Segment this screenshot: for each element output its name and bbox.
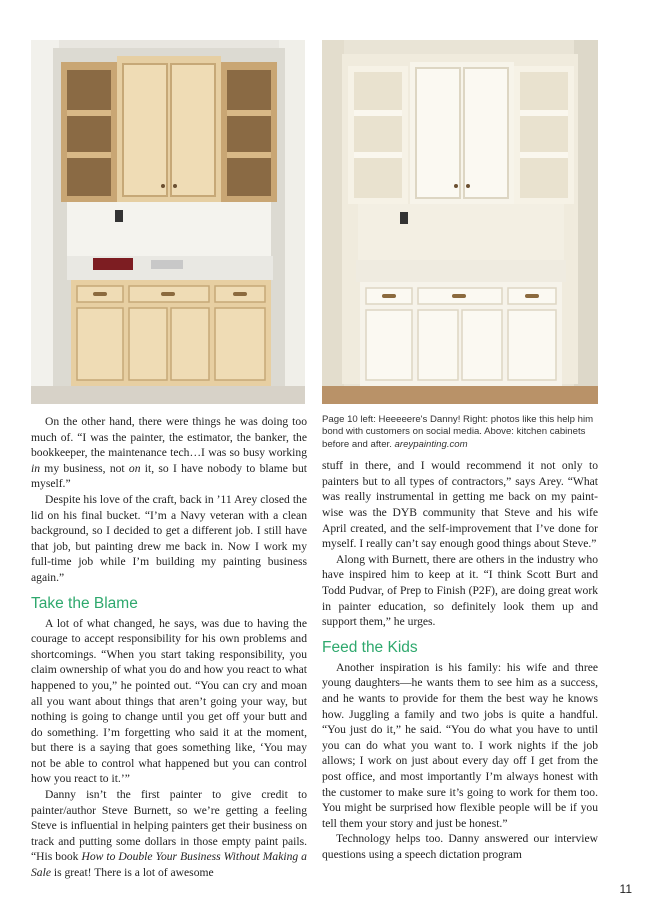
book-title: How to Double Your Business Without Making a Sale xyxy=(31,850,307,880)
paragraph: On the other hand, there were things he was doing too much of. “I was the painter, the estimator, the banker, the bookkeeper, the maintenance tech…I was so busy working in my business, not on it, so I have nobody to blame but myself.” xyxy=(31,415,307,491)
right-column xyxy=(322,414,598,862)
paragraph: Despite his love of the craft, back in ’11 Arey closed the lid on his final bucket. “I’m a Navy veteran with a clean background, so I decided to get a different job. I still have that job, but painting drew me back in. Now I work my full-time job while I’m building my painting business again.” xyxy=(31,492,307,584)
paragraph: Danny isn’t the first painter to give credit to painter/author Steve Burnett, so we’re getting a feeling Steve is influential in helping painters get their business on track and putting some dollars in those empty paint pails. “His book How to Double Your Business Without Making a Sale is great! There is a lot of awesome xyxy=(31,788,307,880)
paragraph: stuff in there, and I would recommend it not only to painters but to all types of contractors,” says Arey. “What was really instrumental in getting me back on my paint-wise was the DYB community that Steve and his wife April created, and the self-improvement that I’ve done for myself. I really can’t say enough good things about Steve.” xyxy=(322,459,598,551)
cabinets-after-photo xyxy=(322,40,598,404)
paragraph: Another inspiration is his family: his wife and three young daughters—he wants them to see him as a success, and he wants to provide for them the best way he knows how. Juggling a family and two jobs is quite a handful. “You just do it,” he said. “You do what you have to until you can do what you want to. I work nights if the job allows; I work on just about every day off I get from the post office, and most importantly I’m always honest with the customer to make sure it’s going to work for them too. You might be surprised how flexible people will be if you tell them your story and just be honest.” xyxy=(322,660,598,830)
section-heading-take-the-blame: Take the Blame xyxy=(31,594,138,612)
page-number: 11 xyxy=(619,882,632,896)
left-column xyxy=(31,414,307,881)
paragraph: A lot of what changed, he says, was due to having the courage to accept responsibility for his own problems and shortcomings. “When you start taking responsibility, you claim ownership of what you do and how you react to what happened to you,” he pointed out. “You can cry and moan all you want about things that aren’t going your way, but nothing is going to change until you get off your butt and do something. I’m forgetting who said it at the moment, but there is a saying that goes something like, ‘You may not be able to control what happened but you can control how you react to it.’” xyxy=(31,616,307,786)
photo-caption: Page 10 left: Heeeeere's Danny! Right: photos like this help him bond with customers on social media. Above: kitchen cabinets before and after. areypainting.com xyxy=(322,414,594,450)
section-heading-feed-the-kids: Feed the Kids xyxy=(322,638,418,656)
paragraph: Technology helps too. Danny answered our interview questions using a speech dictation program xyxy=(322,832,598,861)
website-link: areypainting.com xyxy=(394,438,468,450)
paragraph: Along with Burnett, there are others in the industry who have inspired him to keep at it. “I think Scott Burt and Todd Pudvar, of Prep to Finish (P2F), are doing great work in painter education, so definitely look them up and support them,” he urges. xyxy=(322,552,598,629)
cabinets-before-photo xyxy=(31,40,305,404)
